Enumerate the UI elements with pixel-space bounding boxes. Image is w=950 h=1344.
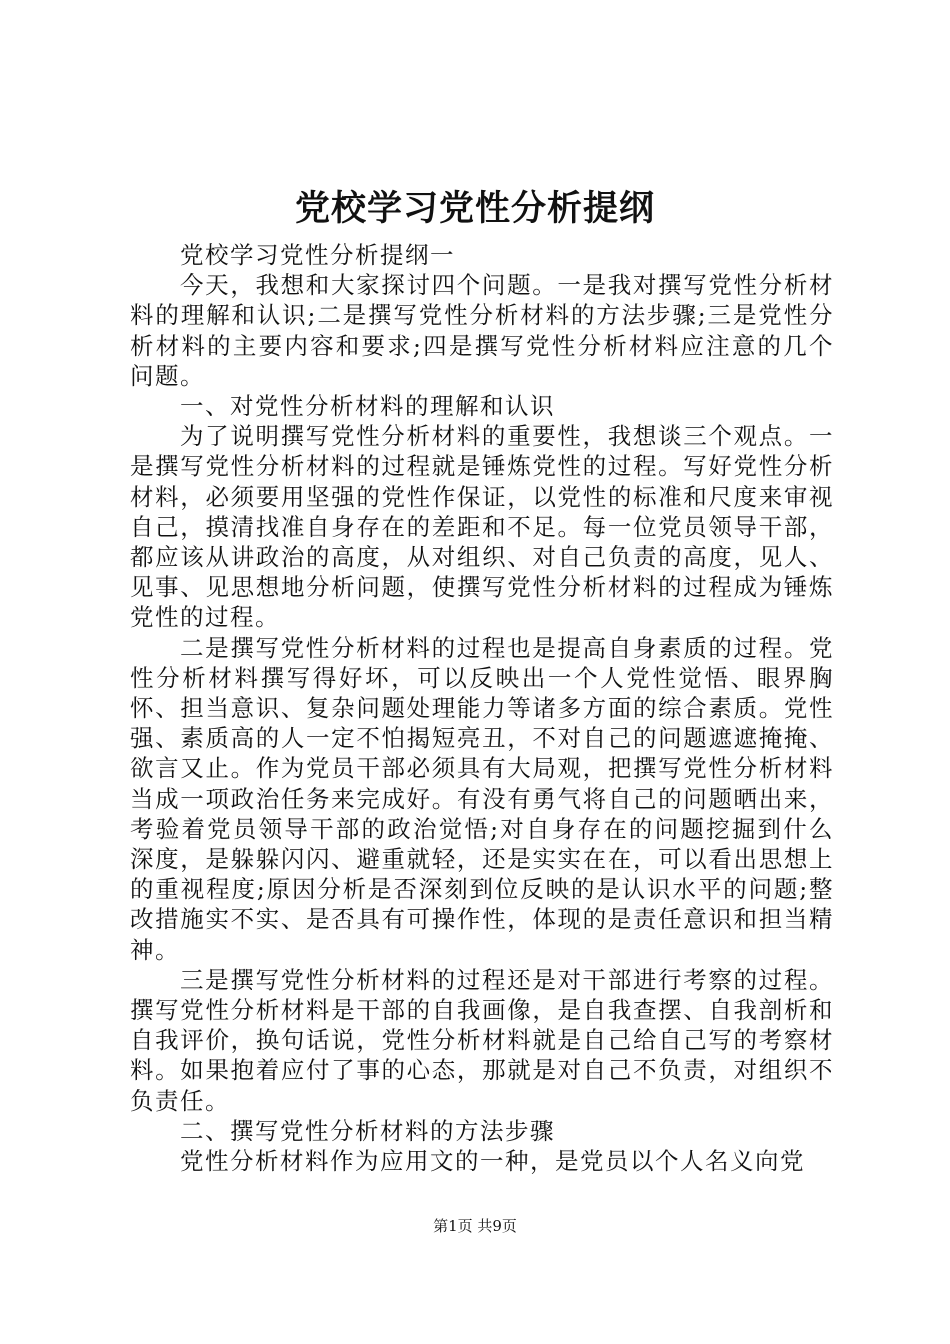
document-body bbox=[130, 240, 834, 1176]
page-footer: 第1页 共9页 bbox=[433, 1217, 517, 1235]
section-heading-2: 二、撰写党性分析材料的方法步骤 bbox=[180, 1116, 555, 1145]
paragraph-subtitle: 党校学习党性分析提纲一 bbox=[180, 241, 455, 269]
paragraph: 二是撰写党性分析材料的过程也是提高自身素质的过程。党性分析材料撰写得好坏，可以反映出一个人党性觉悟、眼界胸怀、担当意识、复杂问题处理能力等诸多方面的综合素质。党性强、素质高的人一定不怕揭短亮丑，不对自己的问题遮遮掩掩、欲言又止。作为党员干部必须具有大局观，把撰写党性分析材料当成一项政治任务来完成好。有没有勇气将自己的问题晒出来，考验着党员领导干部的政治觉悟;对自身存在的问题挖掘到什么深度，是躲躲闪闪、避重就轻，还是实实在在，可以看出思想上的重视程度;原因分析是否深刻到位反映的是认识水平的问题;整改措施实不实、是否具有可操作性，体现的是责任意识和担当精神。 bbox=[130, 633, 834, 964]
paragraph: 三是撰写党性分析材料的过程还是对干部进行考察的过程。撰写党性分析材料是干部的自我画像，是自我查摆、自我剖析和自我评价，换句话说，党性分析材料就是自己给自己写的考察材料。如果抱着应付了事的心态，那就是对自己不负责，对组织不负责任。 bbox=[130, 965, 834, 1115]
paragraph-intro: 今天，我想和大家探讨四个问题。一是我对撰写党性分析材料的理解和认识;二是撰写党性分析材料的方法步骤;三是党性分析材料的主要内容和要求;四是撰写党性分析材料应注意的几个问题。 bbox=[130, 271, 834, 390]
paragraph: 为了说明撰写党性分析材料的重要性，我想谈三个观点。一是撰写党性分析材料的过程就是锤炼党性的过程。写好党性分析材料，必须要用坚强的党性作保证，以党性的标准和尺度来审视自己，摸清找准自身存在的差距和不足。每一位党员领导干部，都应该从讲政治的高度，从对组织、对自己负责的高度，见人、见事、见思想地分析问题，使撰写党性分析材料的过程成为锤炼党性的过程。 bbox=[130, 422, 834, 632]
document-title: 党校学习党性分析提纲 bbox=[294, 189, 655, 229]
section-heading-1: 一、对党性分析材料的理解和认识 bbox=[180, 392, 555, 421]
paragraph: 党性分析材料作为应用文的一种，是党员以个人名义向党 bbox=[180, 1147, 805, 1176]
